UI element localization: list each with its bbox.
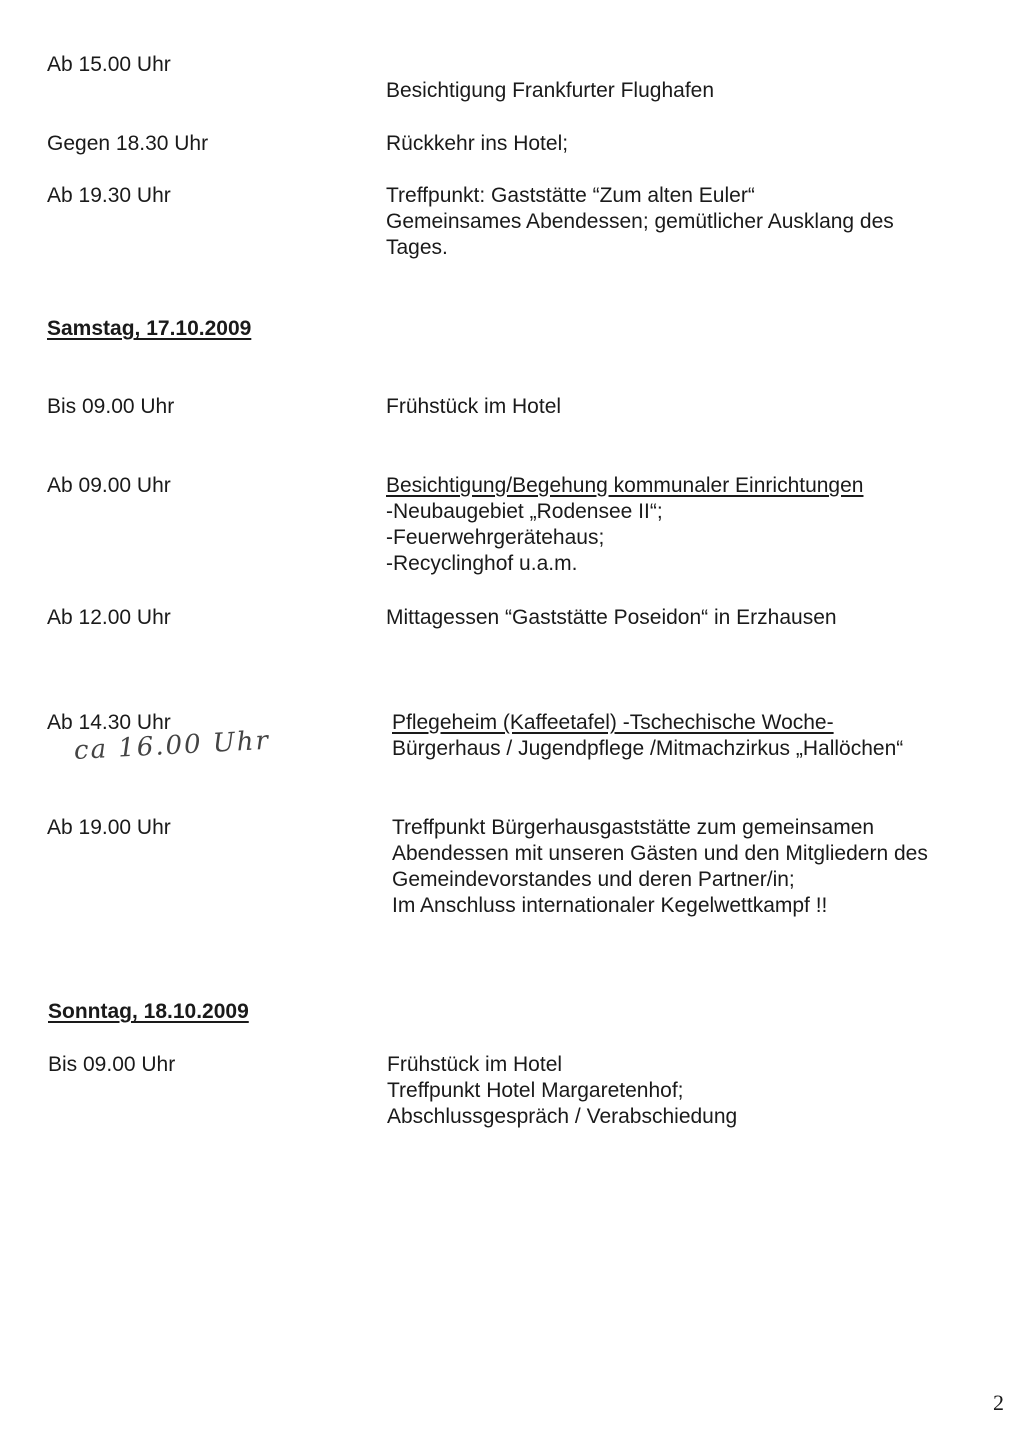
time-label: Bis 09.00 Uhr xyxy=(48,1053,176,1076)
event-text: Rückkehr ins Hotel; xyxy=(386,132,569,155)
day-heading-sonntag: Sonntag, 18.10.2009 xyxy=(48,1000,249,1023)
time-label: Ab 09.00 Uhr xyxy=(47,474,171,497)
event-text: Mittagessen “Gaststätte Poseidon“ in Erzhausen xyxy=(386,606,837,629)
time-label: Ab 12.00 Uhr xyxy=(47,606,171,629)
time-label: Bis 09.00 Uhr xyxy=(47,395,175,418)
event-text: Treffpunkt Bürgerhausgaststätte zum gemeinsamen xyxy=(392,816,875,839)
time-label: Ab 19.00 Uhr xyxy=(47,816,171,839)
event-title: Besichtigung/Begehung kommunaler Einrichtungen xyxy=(386,474,864,497)
event-text: Bürgerhaus / Jugendpflege /Mitmachzirkus „Hallöchen“ xyxy=(392,737,904,760)
event-text: Frühstück im Hotel xyxy=(386,395,562,418)
event-text: Besichtigung Frankfurter Flughafen xyxy=(386,79,715,102)
time-label: Ab 19.30 Uhr xyxy=(47,184,171,207)
event-text: -Neubaugebiet „Rodensee II“; xyxy=(386,500,663,523)
event-title: Pflegeheim (Kaffeetafel) -Tschechische Woche- xyxy=(392,711,834,734)
event-text: Im Anschluss internationaler Kegelwettkampf !! xyxy=(392,894,828,917)
event-text: -Feuerwehrgerätehaus; xyxy=(386,526,605,549)
time-label: Gegen 18.30 Uhr xyxy=(47,132,209,155)
event-text: -Recyclinghof u.a.m. xyxy=(386,552,578,575)
event-text: Treffpunkt: Gaststätte “Zum alten Euler“ xyxy=(386,184,755,207)
event-text: Tages. xyxy=(386,236,448,259)
event-text: Gemeinsames Abendessen; gemütlicher Ausklang des xyxy=(386,210,894,233)
event-text: Abendessen mit unseren Gästen und den Mitgliedern des xyxy=(392,842,928,865)
time-label: Ab 14.30 Uhr xyxy=(47,711,171,734)
event-text: Gemeindevorstandes und deren Partner/in; xyxy=(392,868,795,891)
time-label: Ab 15.00 Uhr xyxy=(47,53,171,76)
handwritten-note: ca 16.00 Uhr xyxy=(73,725,271,766)
page-number: 2 xyxy=(993,1390,1004,1415)
day-heading-samstag: Samstag, 17.10.2009 xyxy=(47,317,252,340)
event-text: Abschlussgespräch / Verabschiedung xyxy=(387,1105,738,1128)
event-text: Treffpunkt Hotel Margaretenhof; xyxy=(387,1079,684,1102)
event-text: Frühstück im Hotel xyxy=(387,1053,563,1076)
